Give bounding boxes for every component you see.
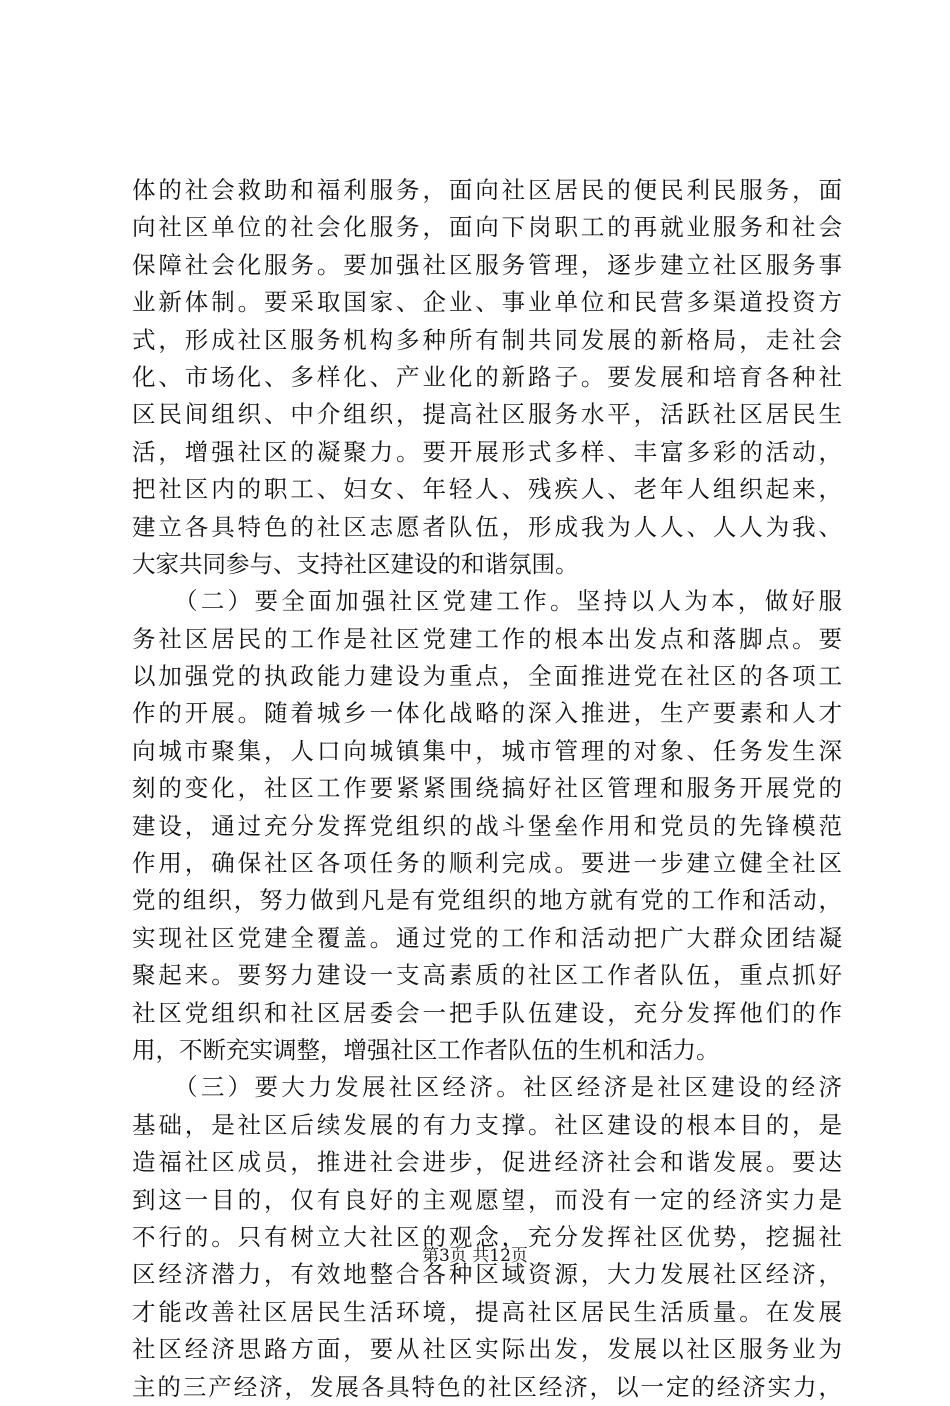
text-line: 基础，是社区后续发展的有力支撑。社区建设的根本目的，是 — [132, 1110, 842, 1139]
text-line: 业新体制。要采取国家、企业、事业单位和民营多渠道投资方 — [132, 288, 842, 317]
text-line: 作用，确保社区各项任务的顺利完成。要进一步建立健全社区 — [132, 849, 842, 878]
text-line: 建立各具特色的社区志愿者队伍，形成我为人人、人人为我、 — [132, 512, 842, 541]
text-line: 不行的。只有树立大社区的观念，充分发挥社区优势，挖掘社 — [132, 1222, 842, 1251]
text-line: 党的组织，努力做到凡是有党组织的地方就有党的工作和活动， — [132, 886, 842, 915]
text-line: 实现社区党建全覆盖。通过党的工作和活动把广大群众团结凝 — [132, 923, 842, 952]
text-line: 以加强党的执政能力建设为重点，全面推进党在社区的各项工 — [132, 662, 842, 691]
text-line: 式，形成社区服务机构多种所有制共同发展的新格局，走社会 — [132, 325, 842, 354]
text-line: 造福社区成员，推进社会进步，促进经济社会和谐发展。要达 — [132, 1148, 842, 1177]
text-line: 化、市场化、多样化、产业化的新路子。要发展和培育各种社 — [132, 362, 842, 391]
text-line: 大家共同参与、支持社区建设的和谐氛围。 — [132, 549, 579, 578]
text-line: 建设，通过充分发挥党组织的战斗堡垒作用和党员的先锋模范 — [132, 811, 842, 840]
text-line: 向城市聚集，人口向城镇集中，城市管理的对象、任务发生深 — [132, 736, 842, 765]
document-body — [132, 172, 842, 1406]
text-line: 把社区内的职工、妇女、年轻人、残疾人、老年人组织起来， — [132, 475, 842, 504]
text-line: 刻的变化，社区工作要紧紧围绕搞好社区管理和服务开展党的 — [132, 774, 842, 803]
text-line: 体的社会救助和福利服务，面向社区居民的便民利民服务，面 — [132, 176, 842, 204]
text-line: 聚起来。要努力建设一支高素质的社区工作者队伍，重点抓好 — [132, 961, 842, 990]
text-line: 作的开展。随着城乡一体化战略的深入推进，生产要素和人才 — [132, 699, 842, 728]
text-line: （二）要全面加强社区党建工作。坚持以人为本，做好服 — [132, 587, 842, 616]
text-line: 区经济潜力，有效地整合各种区域资源，大力发展社区经济， — [132, 1260, 842, 1289]
text-line: 保障社会化服务。要加强社区服务管理，逐步建立社区服务事 — [132, 250, 842, 279]
text-line: 区民间组织、中介组织，提高社区服务水平，活跃社区居民生 — [132, 400, 842, 429]
text-line: 到这一目的，仅有良好的主观愿望，而没有一定的经济实力是 — [132, 1185, 842, 1214]
text-line: 社区经济思路方面，要从社区实际出发，发展以社区服务业为 — [132, 1335, 842, 1364]
page-number-footer: 第3页 共12页 — [422, 1246, 528, 1266]
text-line: 务社区居民的工作是社区党建工作的根本出发点和落脚点。要 — [132, 624, 842, 653]
text-line: 向社区单位的社会化服务，面向下岗职工的再就业服务和社会 — [132, 213, 842, 242]
text-line: 用，不断充实调整，增强社区工作者队伍的生机和活力。 — [132, 1035, 720, 1064]
text-line: （三）要大力发展社区经济。社区经济是社区建设的经济 — [132, 1073, 842, 1102]
text-line: 主的三产经济，发展各具特色的社区经济，以一定的经济实力， — [132, 1372, 842, 1401]
text-line: 才能改善社区居民生活环境，提高社区居民生活质量。在发展 — [132, 1297, 842, 1326]
text-line: 活，增强社区的凝聚力。要开展形式多样、丰富多彩的活动， — [132, 437, 842, 466]
text-line: 社区党组织和社区居委会一把手队伍建设，充分发挥他们的作 — [132, 998, 842, 1027]
